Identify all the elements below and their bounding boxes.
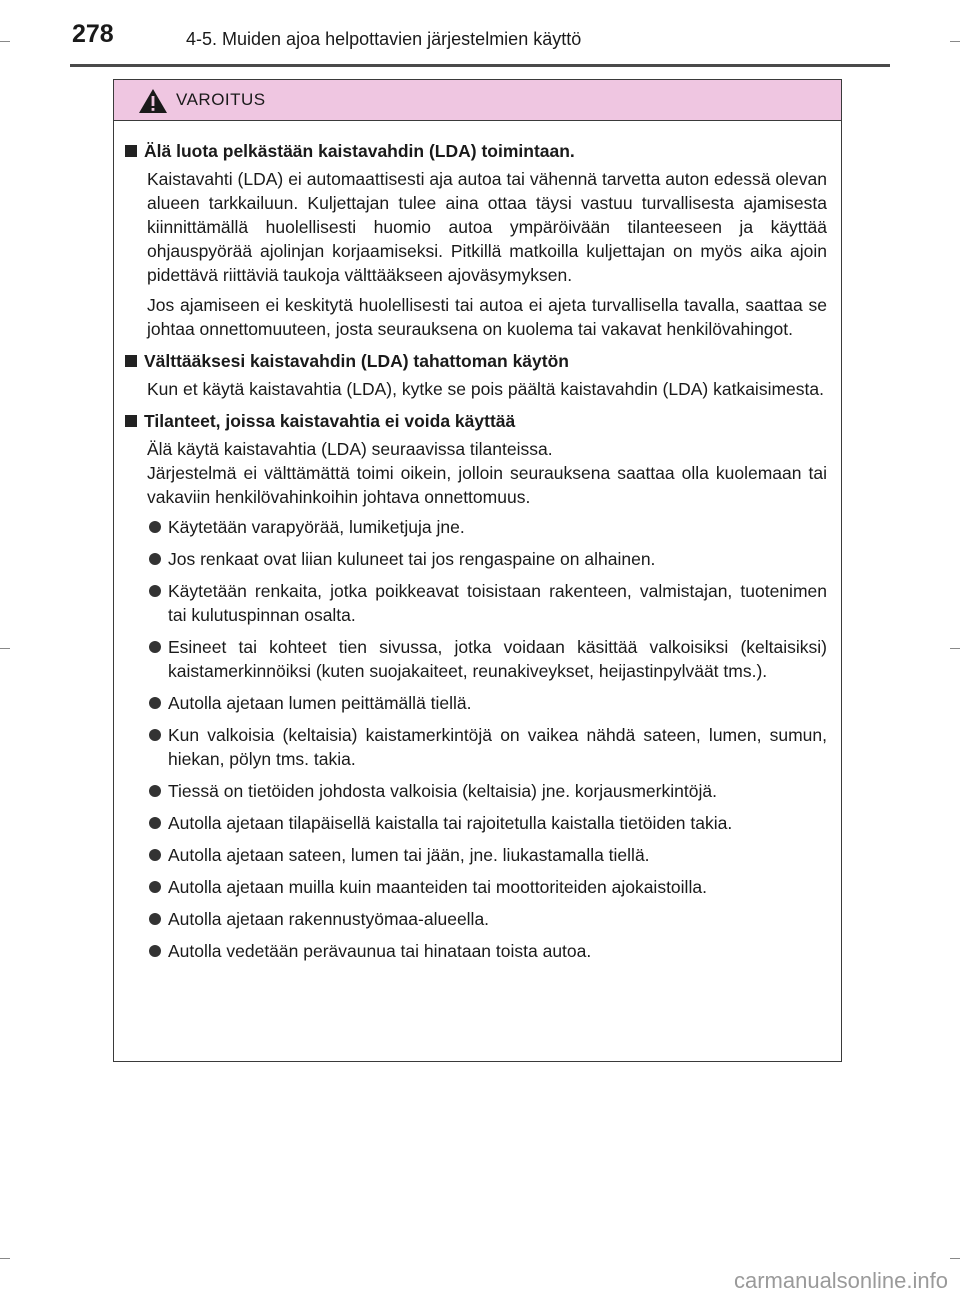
paragraph: Järjestelmä ei välttämättä toimi oikein, jolloin seurauksena saattaa olla kuolemaan tai vakaviin henkilövahinkoihin johtava onnettomuus. xyxy=(147,463,827,507)
square-bullet-icon xyxy=(125,415,137,427)
crop-mark xyxy=(950,41,960,42)
watermark: carmanualsonline.info xyxy=(733,1268,948,1293)
list-item xyxy=(149,635,827,683)
bullet-dot-icon xyxy=(149,585,161,597)
crop-mark xyxy=(0,1258,10,1259)
section-heading-text: Älä luota pelkästään kaistavahdin (LDA) toimintaan. xyxy=(144,141,575,161)
section-heading xyxy=(123,349,827,373)
list-item-text: Autolla ajetaan muilla kuin maanteiden tai moottoriteiden ajokaistoilla. xyxy=(168,877,707,897)
list-item-text: Autolla ajetaan lumen peittämällä tiellä. xyxy=(168,693,472,713)
bullet-dot-icon xyxy=(149,881,161,893)
section-title: 4-5. Muiden ajoa helpottavien järjestelmien käyttö xyxy=(186,29,582,49)
bullet-dot-icon xyxy=(149,553,161,565)
list-item xyxy=(149,547,827,571)
paragraph: Älä käytä kaistavahtia (LDA) seuraavissa tilanteissa. xyxy=(147,439,553,459)
list-item xyxy=(149,875,827,899)
list-item-text: Tiessä on tietöiden johdosta valkoisia (keltaisia) jne. korjausmerkintöjä. xyxy=(168,781,717,801)
warning-content xyxy=(114,121,841,963)
crop-mark xyxy=(950,1258,960,1259)
crop-mark xyxy=(0,41,10,42)
header-divider xyxy=(70,64,890,67)
paragraph: Kun et käytä kaistavahtia (LDA), kytke se pois päältä kaistavahdin (LDA) katkaisimesta. xyxy=(147,379,824,399)
section-heading xyxy=(123,409,827,433)
paragraph: Kaistavahti (LDA) ei automaattisesti aja autoa tai vähennä tarvetta auton edessä olevan alueen tarkkailuun. Kuljettajan tulee aina ottaa täysi vastuu turvallisesta ajamisesta kiinnittämällä huolellisesti huomio autoa ympäröivään tilanteeseen ja käyttää ohjauspyörää ajolinjan korjaamiseksi. Pitkillä matkoilla kuljettajan on myös aika ajoin pidettävä riittäviä taukoja välttääkseen ajoväsymyksen. xyxy=(147,169,827,285)
list-item xyxy=(149,907,827,931)
crop-mark xyxy=(0,648,10,649)
bullet-dot-icon xyxy=(149,849,161,861)
bullet-dot-icon xyxy=(149,817,161,829)
bullet-dot-icon xyxy=(149,521,161,533)
section-heading-text: Välttääksesi kaistavahdin (LDA) tahattoman käytön xyxy=(144,351,569,371)
bullet-dot-icon xyxy=(149,697,161,709)
bullet-dot-icon xyxy=(149,729,161,741)
section-heading-text: Tilanteet, joissa kaistavahtia ei voida käyttää xyxy=(144,411,516,431)
paragraph: Jos ajamiseen ei keskitytä huolellisesti tai autoa ei ajeta turvallisella tavalla, saattaa se johtaa onnettomuuteen, josta seurauksena on kuolema tai vakavat henkilövahingot. xyxy=(147,295,827,339)
list-item xyxy=(149,811,827,835)
list-item-text: Jos renkaat ovat liian kuluneet tai jos rengaspaine on alhainen. xyxy=(168,549,656,569)
warning-title: VAROITUS xyxy=(176,90,266,109)
square-bullet-icon xyxy=(125,355,137,367)
list-item-text: Käytetään varapyörää, lumiketjuja jne. xyxy=(168,517,465,537)
list-item xyxy=(149,843,827,867)
warning-box xyxy=(113,79,842,1062)
list-item-text: Esineet tai kohteet tien sivussa, jotka voidaan käsittää valkoisiksi (keltaisiksi) kaistamerkinnöiksi (kuten suojakaiteet, reunakiveykset, heijastinpylväät tms.). xyxy=(168,637,827,681)
section-heading xyxy=(123,139,827,163)
bullet-dot-icon xyxy=(149,641,161,653)
list-item-text: Autolla ajetaan tilapäisellä kaistalla tai rajoitetulla kaistalla tietöiden takia. xyxy=(168,813,733,833)
page-number: 278 xyxy=(72,20,114,48)
list-item xyxy=(149,515,827,539)
list-item-text: Autolla ajetaan sateen, lumen tai jään, jne. liukastamalla tiellä. xyxy=(168,845,650,865)
list-item-text: Autolla vedetään perävaunua tai hinataan toista autoa. xyxy=(168,941,592,961)
warning-header xyxy=(114,80,841,121)
list-item xyxy=(149,691,827,715)
list-item xyxy=(149,579,827,627)
bullet-dot-icon xyxy=(149,945,161,957)
square-bullet-icon xyxy=(125,145,137,157)
list-item-text: Käytetään renkaita, jotka poikkeavat toisistaan rakenteen, valmistajan, tuotenimen tai kulutuspinnan osalta. xyxy=(168,581,827,625)
crop-mark xyxy=(950,648,960,649)
bullet-dot-icon xyxy=(149,913,161,925)
warning-triangle-icon xyxy=(138,88,168,114)
list-item xyxy=(149,723,827,771)
list-item-text: Kun valkoisia (keltaisia) kaistamerkintöjä on vaikea nähdä sateen, lumen, sumun, hiekan, pölyn tms. takia. xyxy=(168,725,827,769)
bullet-dot-icon xyxy=(149,785,161,797)
list-item xyxy=(149,779,827,803)
list-item xyxy=(149,939,827,963)
list-item-text: Autolla ajetaan rakennustyömaa-alueella. xyxy=(168,909,490,929)
